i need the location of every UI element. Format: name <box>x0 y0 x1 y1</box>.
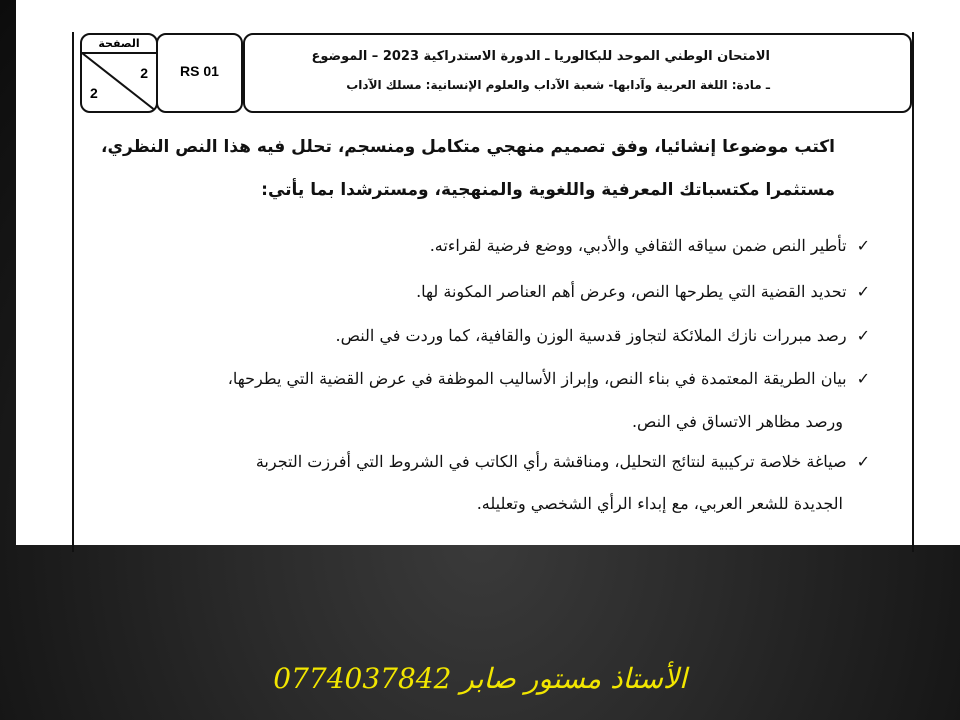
page-diagonal <box>82 53 156 111</box>
teacher-signature: الأستاذ مستور صابر 0774037842 <box>273 662 687 695</box>
task-text-3: رصد مبررات نازك الملائكة لتجاوز قدسية الوزن والقافية، كما وردت في النص. <box>335 326 847 345</box>
task-text-5: صياغة خلاصة تركيبية لنتائج التحليل، ومناقشة رأي الكاتب في الشروط التي أفرزت التجربة <box>255 452 847 471</box>
exam-title: الامتحان الوطني الموحد للبكالوريا ـ الدورة الاستدراكية 2023 – الموضوع <box>311 49 770 64</box>
checkmark-icon: ✓ <box>856 452 870 471</box>
exam-subject: ـ مادة: اللغة العربية وآدابها- شعبة الآداب والعلوم الإنسانية: مسلك الآداب <box>346 78 770 92</box>
checkmark-icon: ✓ <box>856 282 870 301</box>
page-label: الصفحة <box>82 35 156 54</box>
checkmark-icon: ✓ <box>856 326 870 345</box>
instruction-line-2: مستثمرا مكتسباتك المعرفية واللغوية والمنهجية، ومسترشدا بما يأتي: <box>261 180 835 200</box>
instruction-line-1: اكتب موضوعا إنشائيا، وفق تصميم منهجي متكامل ومنسجم، تحلل فيه هذا النص النظري، <box>101 137 835 157</box>
page-total: 2 <box>90 85 98 101</box>
page-current: 2 <box>140 65 148 81</box>
checkmark-icon: ✓ <box>856 236 870 255</box>
task-item-2 <box>416 282 870 301</box>
task-text-4: بيان الطريقة المعتمدة في بناء النص، وإبراز الأساليب الموظفة في عرض القضية التي يطرحها، <box>227 369 847 388</box>
task-item-4 <box>228 369 870 388</box>
page-number-box <box>80 33 158 113</box>
exam-code-box <box>156 33 243 113</box>
task-text-5-continued: الجديدة للشعر العربي، مع إبداء الرأي الشخصي وتعليله. <box>476 494 843 513</box>
checkmark-icon: ✓ <box>856 369 870 388</box>
exam-code: RS 01 <box>180 63 219 79</box>
task-text-1: تأطير النص ضمن سياقه الثقافي والأدبي، ووضع فرضية لقراءته. <box>429 236 847 255</box>
task-item-1 <box>430 236 870 255</box>
exam-title-box <box>243 33 912 113</box>
task-item-3 <box>336 326 870 345</box>
task-item-5 <box>256 452 870 471</box>
task-text-4-continued: ورصد مظاهر الاتساق في النص. <box>631 412 843 431</box>
task-text-2: تحديد القضية التي يطرحها النص، وعرض أهم العناصر المكونة لها. <box>416 282 847 301</box>
